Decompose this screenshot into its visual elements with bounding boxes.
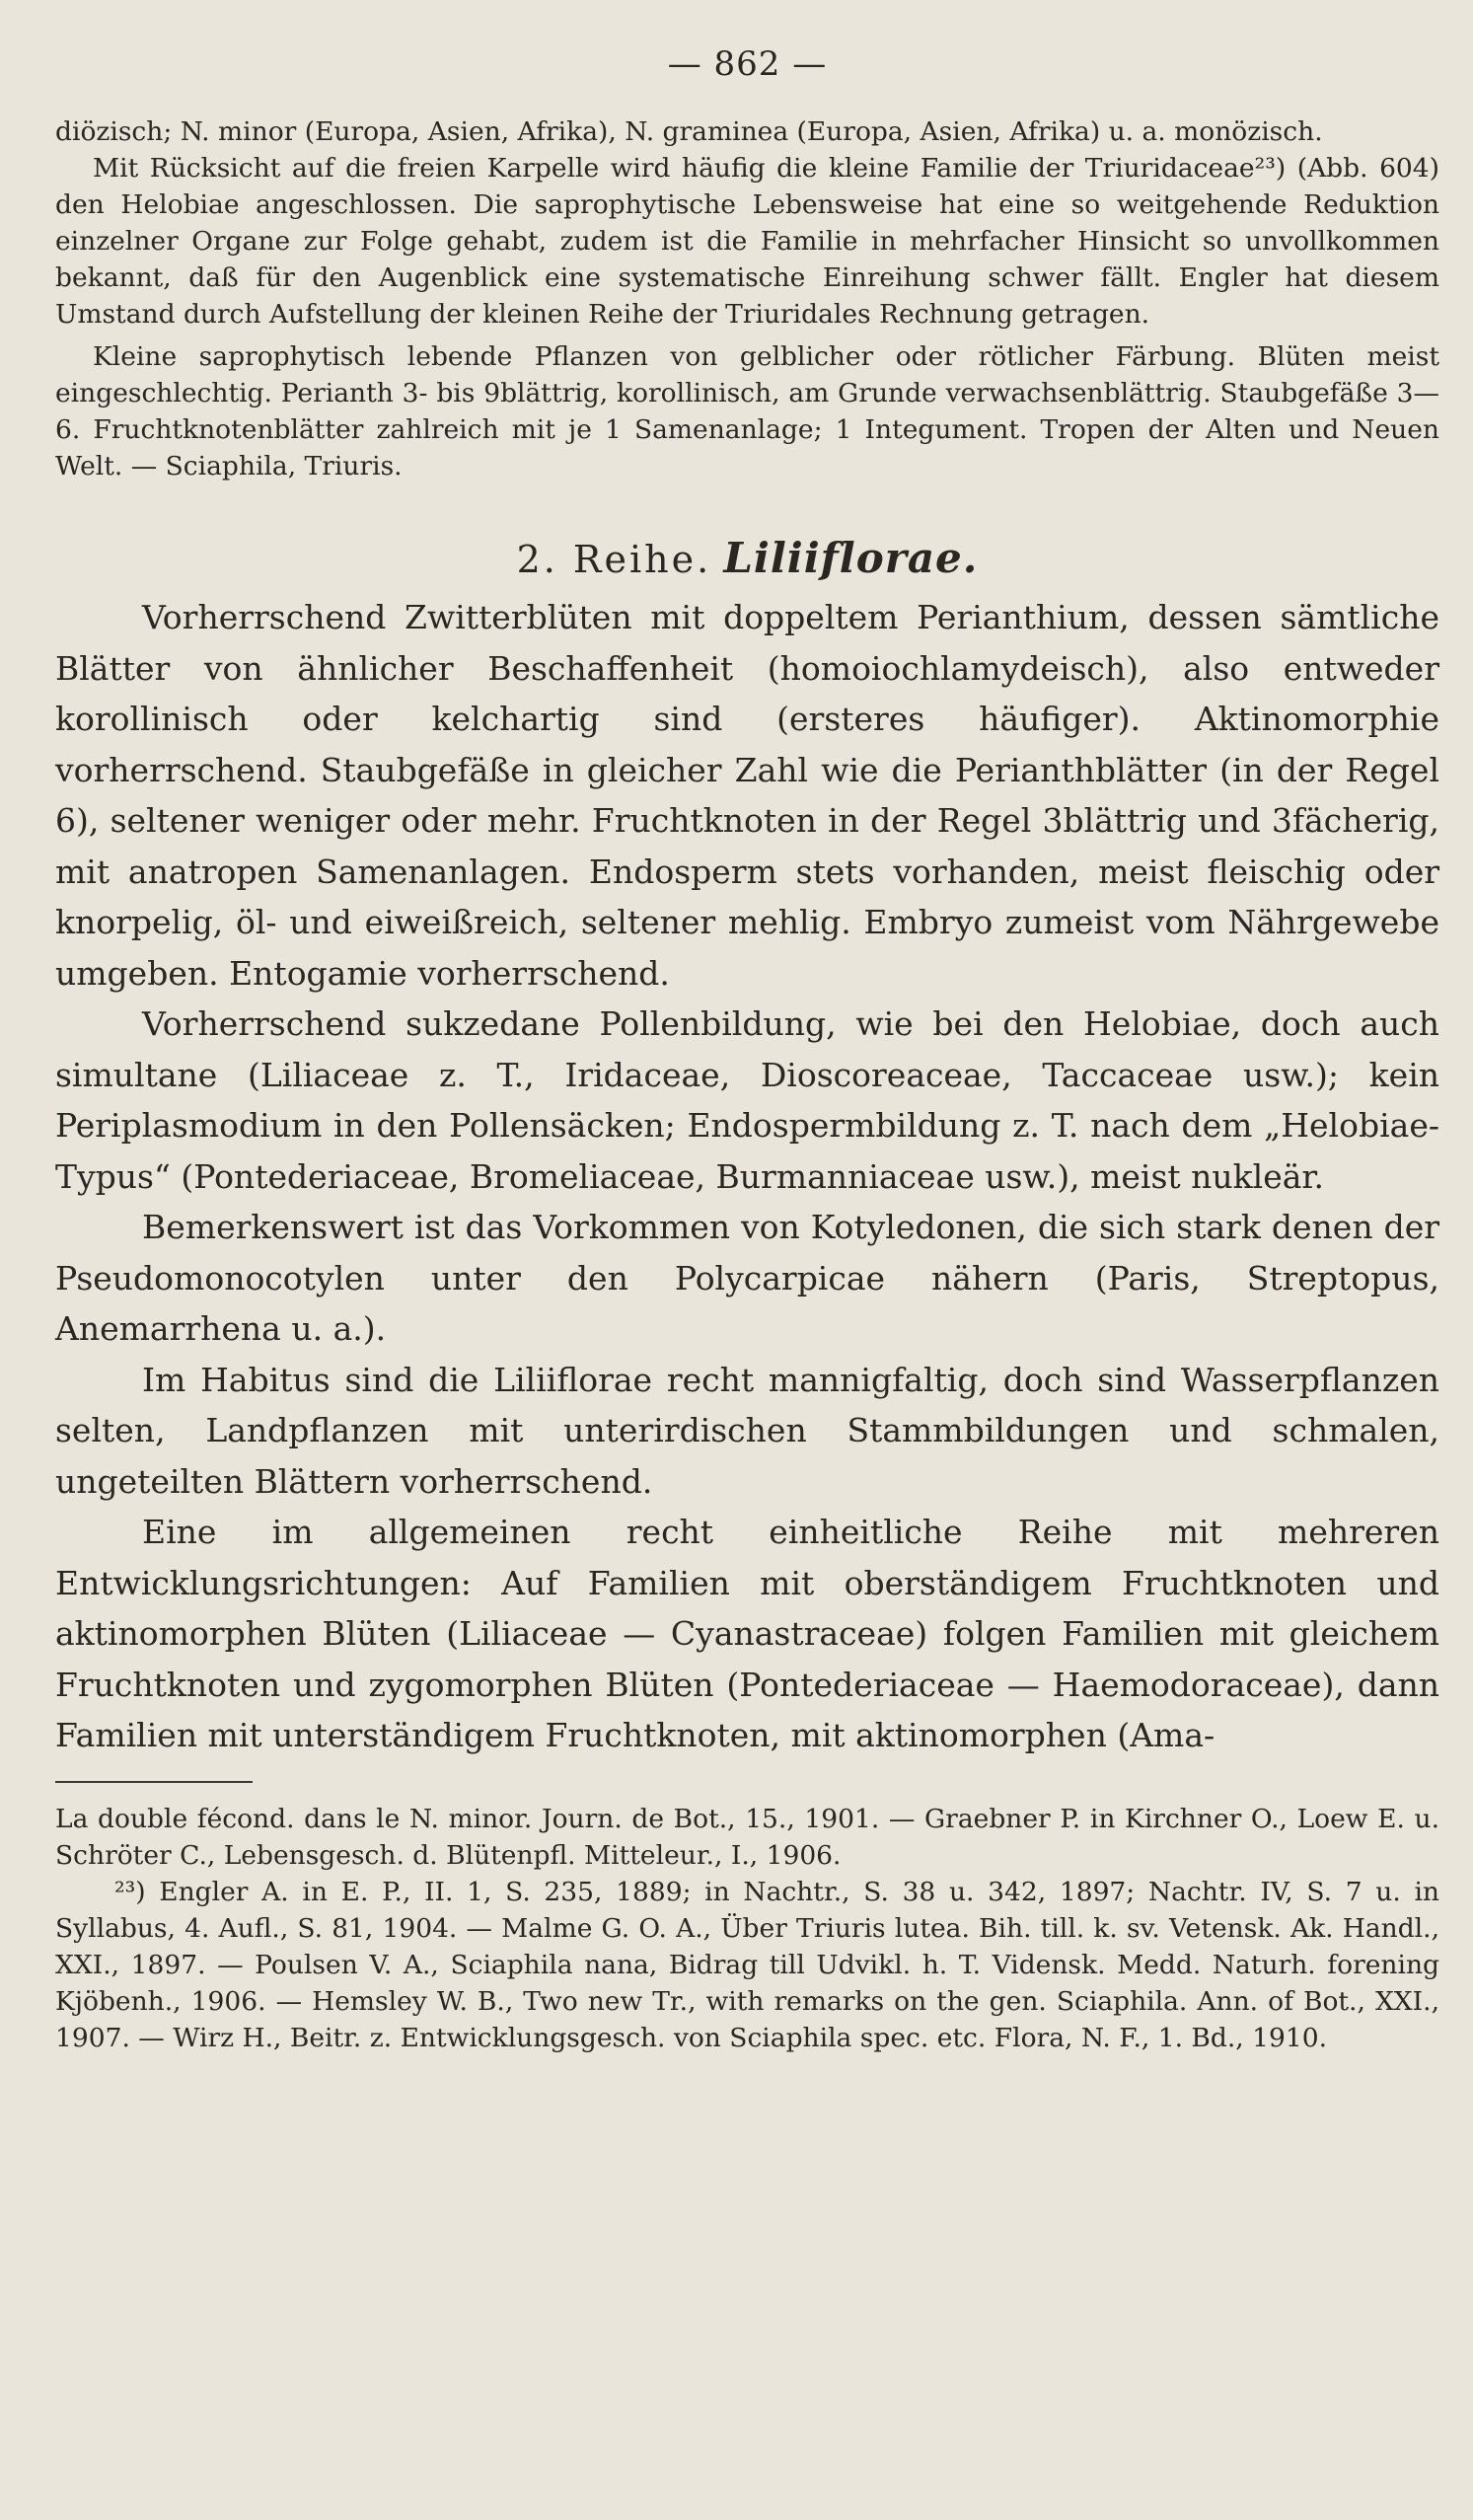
main-paragraph-2: Vorherrschend sukzedane Pollenbildung, wie bei den Helobiae, doch auch simultane (Liliaceae z. T., Iridaceae, Dioscoreaceae, Taccaceae usw.); kein Periplasmodium in den Pollensäcken; Endospermbildung z. T. nach dem „Helobiae-Typus“ (Pontederiaceae, Bromeliaceae, Burmanniaceae usw.), meist nukleär. [55, 1004, 1439, 1196]
footnotes [55, 1801, 1439, 2056]
section-number: 2. Reihe. [516, 538, 712, 581]
intro-paragraph-2: Mit Rücksicht auf die freien Karpelle wird häufig die kleine Familie der Triuridaceae²³) (Abb. 604) den Helobiae angeschlossen. Die saprophytische Lebensweise hat eine so weitgehende Reduktion einzelner Organe zur Folge gehabt, zudem ist die Familie in mehrfacher Hinsicht so unvollkommen bekannt, daß für den Augenblick eine systematische Einreihung schwer fällt. Engler hat diesem Umstand durch Aufstellung der kleinen Reihe der Triuridales Rechnung getragen. [55, 153, 1439, 330]
main-paragraph-3: Bemerkenswert ist das Vorkommen von Kotyledonen, die sich stark denen der Pseudomonocotylen unter den Polycarpicae nähern (Paris, Streptopus, Anemarrhena u. a.). [55, 1208, 1439, 1348]
main-paragraph-5: Eine im allgemeinen recht einheitliche Reihe mit mehreren Entwicklungsrichtungen: Auf Familien mit oberständigem Fruchtknoten und aktinomorphen Blüten (Liliaceae — Cyanastraceae) folgen Familien mit gleichem Fruchtknoten und zygomorphen Blüten (Pontederiaceae — Haemodoraceae), dann Familien mit unterständigem Fruchtknoten, mit aktinomorphen (Ama- [55, 1513, 1439, 1754]
main-paragraph-4: Im Habitus sind die Liliiflorae recht mannigfaltig, doch sind Wasserpflanzen selten, Landpflanzen mit unterirdischen Stammbildungen und schmalen, ungeteilten Blättern vorherrschend. [55, 1360, 1439, 1501]
main-paragraph-1: Vorherrschend Zwitterblüten mit doppeltem Perianthium, dessen sämtliche Blätter von ähnlicher Beschaffenheit (homoiochlamydeisch), also entweder korollinisch oder kelchartig sind (ersteres häufiger). Aktinomorphie vorherrschend. Staubgefäße in gleicher Zahl wie die Perianthblätter (in der Regel 6), seltener weniger oder mehr. Fruchtknoten in der Regel 3blättrig und 3fächerig, mit anatropen Samenanlagen. Endosperm stets vorhanden, meist fleischig oder knorpelig, öl- und eiweißreich, seltener mehlig. Embryo zumeist vom Nährgewebe umgeben. Entogamie vorherrschend. [55, 598, 1439, 993]
footnote-continued: La double fécond. dans le N. minor. Journ. de Bot., 15., 1901. — Graebner P. in Kirchner O., Loew E. u. Schröter C., Lebensgesch. d. Blütenpfl. Mitteleur., I., 1906. [55, 1803, 1439, 1871]
intro-paragraph-1: diözisch; N. minor (Europa, Asien, Afrika), N. graminea (Europa, Asien, Afrika) u. a. monözisch. [55, 116, 1323, 147]
intro-section [55, 113, 1439, 484]
main-text [55, 592, 1439, 1761]
section-heading [55, 534, 1439, 582]
intro-paragraph-3: Kleine saprophytisch lebende Pflanzen von gelblicher oder rötlicher Färbung. Blüten meist eingeschlechtig. Perianth 3- bis 9blättrig, korollinisch, am Grunde verwachsenblättrig. Staubgefäße 3—6. Fruchtknotenblätter zahlreich mit je 1 Samenanlage; 1 Integument. Tropen der Alten und Neuen Welt. — Sciaphila, Triuris. [55, 341, 1439, 482]
footnote-divider [55, 1781, 253, 1783]
page-number: — 862 — [667, 44, 828, 84]
section-title: Liliiflorae. [723, 534, 979, 582]
footnote-23: ²³) Engler A. in E. P., II. 1, S. 235, 1889; in Nachtr., S. 38 u. 342, 1897; Nachtr. IV, S. 7 u. in Syllabus, 4. Aufl., S. 81, 1904. — Malme G. O. A., Über Triuris lutea. Bih. till. k. sv. Vetensk. Ak. Handl., XXI., 1897. — Poulsen V. A., Sciaphila nana, Bidrag till Udvikl. h. T. Vidensk. Medd. Naturh. forening Kjöbenh., 1906. — Hemsley W. B., Two new Tr., with remarks on the gen. Sciaphila. Ann. of Bot., XXI., 1907. — Wirz H., Beitr. z. Entwicklungsgesch. von Sciaphila spec. etc. Flora, N. F., 1. Bd., 1910. [55, 1876, 1439, 2053]
